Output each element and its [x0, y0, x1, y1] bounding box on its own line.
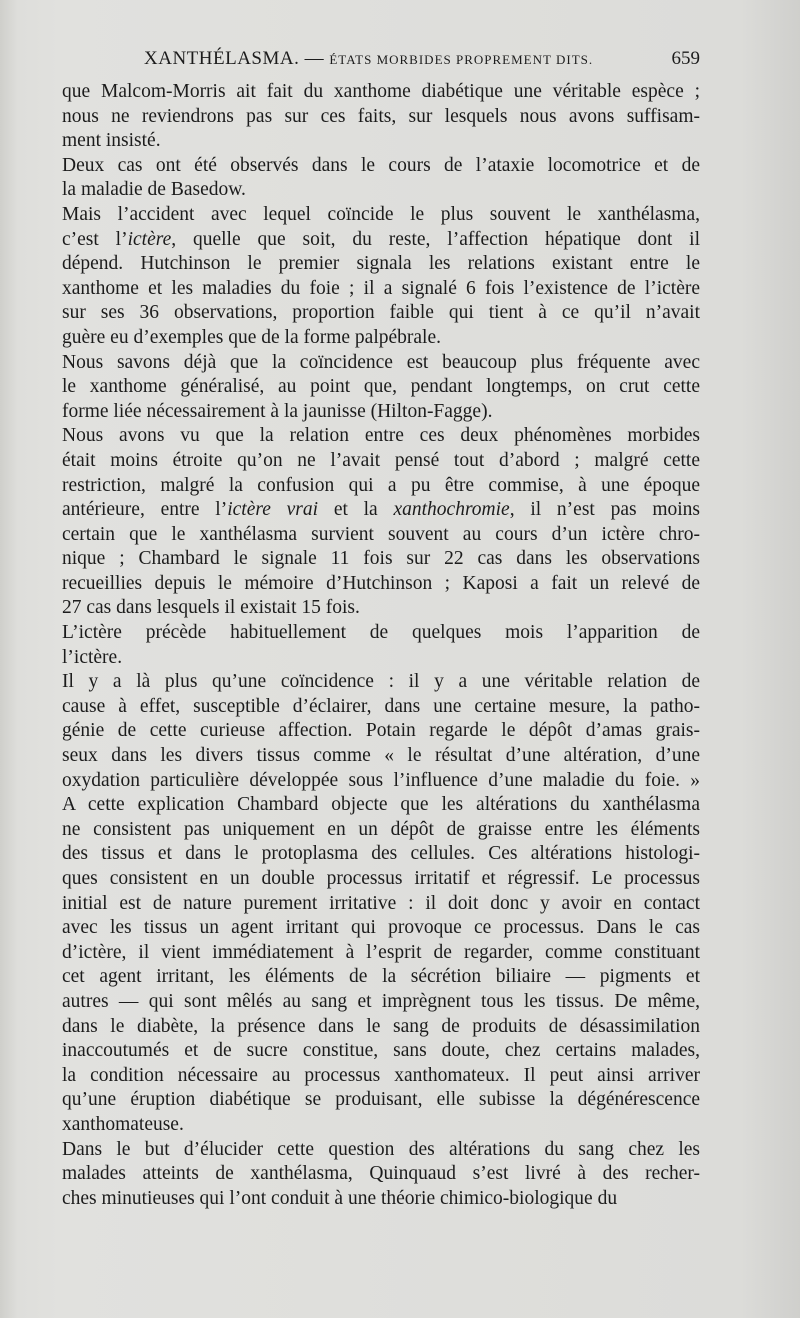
text-line: ches minutieuses qui l’ont conduit à une théorie chimico-biologique du [62, 1187, 618, 1209]
text-line: recueillies depuis le mémoire d’Hutchinson ; Kaposi a fait un relevé de [62, 572, 700, 594]
running-header [62, 48, 700, 76]
text-line: Nous savons déjà que la coïncidence est beaucoup plus fréquente avec [62, 351, 700, 373]
text-line: génie de cette curieuse affection. Potain regarde le dépôt d’amas grais- [62, 720, 700, 742]
text-line: dans le diabète, la présence dans le sang de produits de désassimilation [62, 1015, 700, 1037]
paragraph [62, 1138, 700, 1212]
text-line: malades atteints de xanthélasma, Quinquaud s’est livré à des recher- [62, 1163, 700, 1185]
text-line: seux dans les divers tissus comme « le résultat d’une altération, d’une [62, 745, 700, 767]
text-line: nous ne reviendrons pas sur ces faits, sur lesquels nous avons suffisam- [62, 105, 700, 127]
text-line: restriction, malgré la confusion qui a pu être commise, à une époque [62, 474, 700, 496]
text-line: ques consistent en un double processus irritatif et régressif. Le processus [62, 868, 700, 889]
text-line: Nous avons vu que la relation entre ces deux phénomènes morbides [62, 425, 700, 447]
text-line: forme liée nécessairement à la jaunisse (Hilton-Fagge). [62, 400, 493, 422]
text-line: certain que le xanthélasma survient souvent au cours d’un ictère chro- [62, 523, 700, 545]
text-line: xanthomateuse. [62, 1113, 184, 1135]
text-line: Il y a là plus qu’une coïncidence : il y a une véritable relation de [62, 671, 700, 693]
text-line: Dans le but d’élucider cette question des altérations du sang chez les [62, 1138, 700, 1160]
text-line: des tissus et dans le protoplasma des cellules. Ces altérations histologi- [62, 843, 700, 865]
text-line: L’ictère précède habituellement de quelques mois l’apparition de [62, 622, 700, 644]
text-line: dépend. Hutchinson le premier signala les relations existant entre le [62, 253, 700, 275]
text-line: cet agent irritant, les éléments de la sécrétion biliaire — pigments et [62, 966, 700, 988]
text-line: cause à effet, susceptible d’éclairer, dans une certaine mesure, la patho- [62, 695, 700, 717]
text-line: xanthome et les maladies du foie ; il a signalé 6 fois l’existence de l’ictère [62, 277, 700, 299]
text-line: Deux cas ont été observés dans le cours de l’ataxie locomotrice et de [62, 154, 700, 176]
running-title-sub: ÉTATS MORBIDES PROPREMENT DITS. [329, 52, 594, 67]
paragraph [62, 154, 700, 203]
text-line: initial est de nature purement irritative : il doit donc y avoir en contact [62, 892, 700, 914]
text-line: 27 cas dans lesquels il existait 15 fois. [62, 597, 360, 619]
text-line: l’ictère. [62, 646, 123, 668]
text-line: oxydation particulière développée sous l’influence d’une maladie du foie. » [62, 769, 700, 791]
text-line: ment insisté. [62, 130, 161, 152]
running-title [144, 48, 593, 70]
text-line: Mais l’accident avec lequel coïncide le plus souvent le xanthélasma, [62, 203, 700, 225]
text-line: qu’une éruption diabétique se produisant, elle subisse la dégénérescence [62, 1089, 700, 1111]
paragraph [62, 670, 700, 1137]
text-line: avec les tissus un agent irritant qui provoque ce processus. Dans le cas [62, 917, 700, 939]
text-line: autres — qui sont mêlés au sang et imprègnent tous les tissus. De même, [62, 990, 700, 1012]
text-line: le xanthome généralisé, au point que, pendant longtemps, on crut cette [62, 376, 700, 398]
text-line: nique ; Chambard le signale 11 fois sur 22 cas dans les observations [62, 548, 700, 570]
text-line: était moins étroite qu’on ne l’avait pensé tout d’abord ; malgré cette [62, 449, 700, 471]
paragraph [62, 424, 700, 621]
paragraph [62, 203, 700, 351]
text-line: c’est l’ictère, quelle que soit, du reste, l’affection hépatique dont il [62, 228, 700, 250]
paragraph [62, 621, 700, 670]
paragraph [62, 80, 700, 154]
text-line: la condition nécessaire au processus xanthomateux. Il peut ainsi arriver [62, 1064, 700, 1086]
body-text [62, 80, 700, 1211]
text-line: antérieure, entre l’ictère vrai et la xanthochromie, il n’est pas moins [62, 499, 701, 521]
text-line: A cette explication Chambard objecte que les altérations du xanthélasma [62, 794, 700, 816]
text-line: que Malcom-Morris ait fait du xanthome diabétique une véritable espèce ; [62, 81, 700, 102]
paragraph [62, 351, 700, 425]
text-line: d’ictère, il vient immédiatement à l’esprit de regarder, comme constituant [62, 941, 700, 963]
text-line: inaccoutumés et de sucre constitue, sans doute, chez certains malades, [62, 1040, 700, 1062]
text-line: la maladie de Basedow. [62, 179, 246, 201]
text-line: guère eu d’exemples que de la forme palpébrale. [62, 326, 441, 348]
text-line: sur ses 36 observations, proportion faible qui tient à ce qu’il n’avait [62, 302, 700, 324]
text-line: ne consistent pas uniquement en un dépôt de graisse entre les éléments [62, 818, 700, 840]
running-title-main: XANTHÉLASMA. — [144, 48, 325, 69]
page-number: 659 [671, 48, 700, 69]
